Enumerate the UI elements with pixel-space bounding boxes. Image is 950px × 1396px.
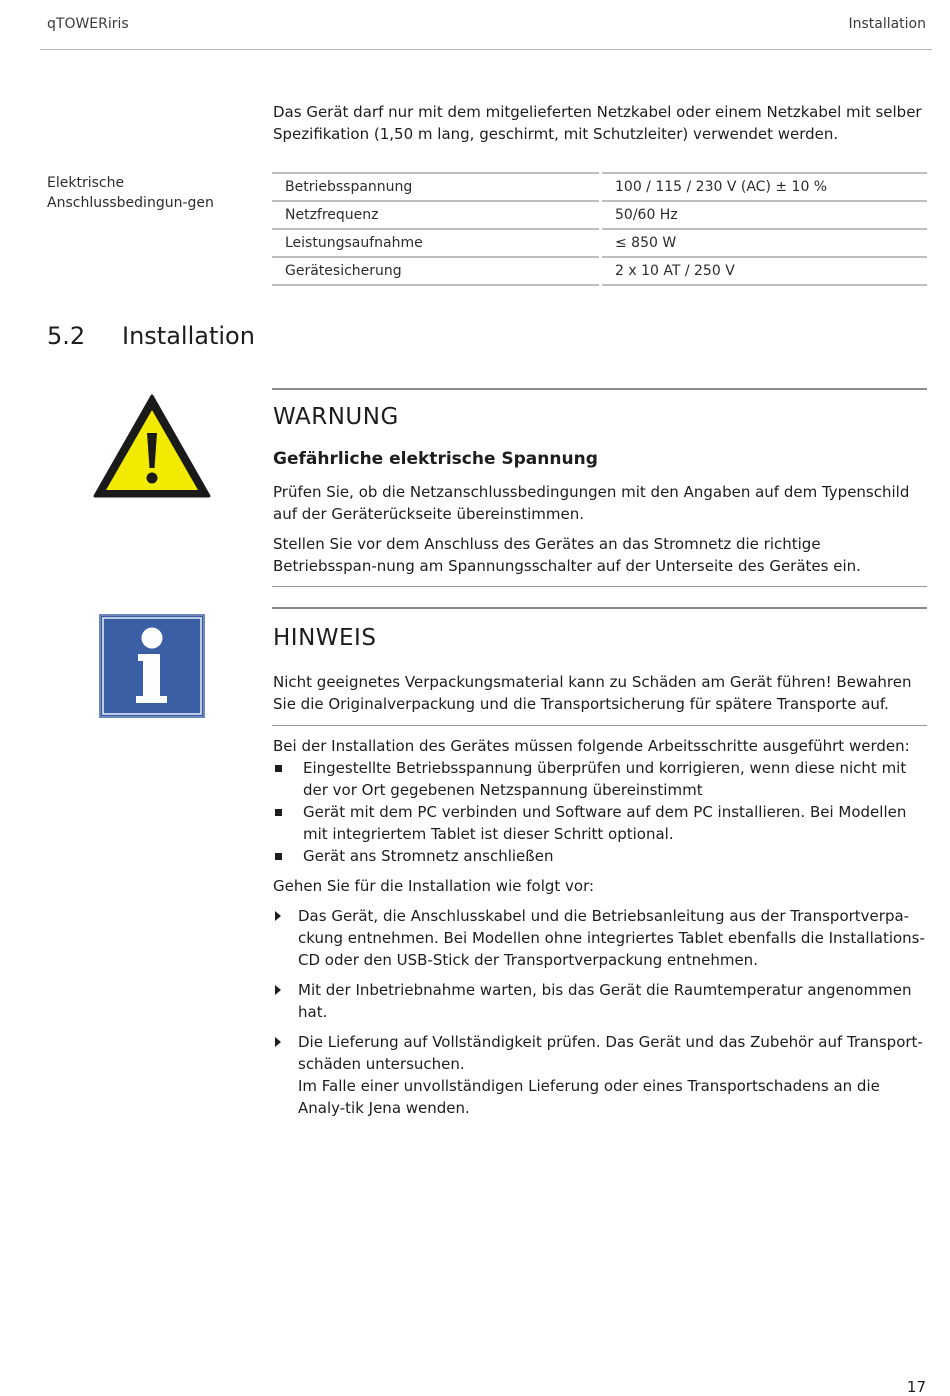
- warning-paragraph: Prüfen Sie, ob die Netzanschlussbedingungen mit den Angaben auf dem Typenschild auf der Geräterückseite übereinstimmen.: [273, 483, 910, 523]
- procedure-text: Mit der Inbetriebnahme warten, bis das Gerät die Raumtemperatur angenommen hat.: [298, 981, 912, 1021]
- list-item: [273, 1031, 928, 1119]
- installation-steps: [273, 735, 928, 1127]
- intro-paragraph: Das Gerät darf nur mit dem mitgelieferten Netzkabel oder einem Netzkabel mit selber Spezifikation (1,50 m lang, geschirmt, mit Schutzleiter) verwendet werden.: [273, 103, 922, 143]
- notice-title: HINWEIS: [273, 625, 377, 651]
- info-icon: [99, 614, 205, 718]
- procedure-note: Im Falle einer unvollständigen Lieferung oder eines Transportschadens an die Analy-tik Jena wenden.: [298, 1077, 880, 1117]
- notice-text: Nicht geeignetes Verpackungsmaterial kann zu Schäden am Gerät führen! Bewahren Sie die Originalverpackung und die Transportsicherung für spätere Transporte auf.: [273, 673, 912, 713]
- procedure-text: Die Lieferung auf Vollständigkeit prüfen. Das Gerät und das Zubehör auf Transport-schäden untersuchen.: [298, 1033, 923, 1073]
- arrow-bullet-icon: [275, 911, 281, 921]
- page-number: 17: [906, 1378, 926, 1396]
- list-item: Gerät mit dem PC verbinden und Software auf dem PC installieren. Bei Modellen mit integriertem Tablet ist dieser Schritt optional.: [273, 801, 928, 845]
- list-item: [273, 905, 928, 971]
- spec-key: Betriebsspannung: [272, 173, 601, 201]
- steps-list: [273, 757, 928, 867]
- spec-label: Elektrische Anschlussbedingun-gen: [47, 175, 214, 211]
- section-heading: [47, 322, 255, 350]
- header-chapter: Installation: [848, 16, 926, 32]
- table-row: [272, 173, 927, 201]
- list-item: [273, 979, 928, 1023]
- list-item: Gerät ans Stromnetz anschließen: [273, 845, 928, 867]
- steps-intro: Bei der Installation des Gerätes müssen folgende Arbeitsschritte ausgeführt werden:: [273, 737, 910, 755]
- warning-paragraph: Stellen Sie vor dem Anschluss des Gerätes an das Stromnetz die richtige Betriebsspan-nung am Spannungsschalter auf der Unterseite des Gerätes ein.: [273, 535, 861, 575]
- notice-top-rule: [272, 607, 927, 609]
- header-divider: [40, 49, 932, 50]
- header-product: qTOWERiris: [47, 16, 129, 32]
- spec-value: 50/60 Hz: [601, 201, 928, 229]
- table-row: [272, 201, 927, 229]
- warning-bottom-rule: [272, 586, 927, 587]
- warning-body: [273, 481, 928, 577]
- section-number: 5.2: [47, 322, 86, 350]
- warning-subtitle: Gefährliche elektrische Spannung: [273, 449, 598, 469]
- spec-value: 100 / 115 / 230 V (AC) ± 10 %: [601, 173, 928, 201]
- arrow-bullet-icon: [275, 985, 281, 995]
- spec-value: ≤ 850 W: [601, 229, 928, 257]
- spec-value: 2 x 10 AT / 250 V: [601, 257, 928, 285]
- notice-bottom-rule: [272, 725, 927, 726]
- table-row: [272, 229, 927, 257]
- list-item: Eingestellte Betriebsspannung überprüfen und korrigieren, wenn diese nicht mit der vor Ort gegebenen Netzspannung übereinstimmt: [273, 757, 928, 801]
- spec-key: Gerätesicherung: [272, 257, 601, 285]
- warning-top-rule: [272, 388, 927, 390]
- arrow-bullet-icon: [275, 1037, 281, 1047]
- spec-table: [272, 172, 927, 286]
- warning-triangle-icon: [92, 393, 212, 499]
- warning-title: WARNUNG: [273, 404, 399, 430]
- spec-key: Leistungsaufnahme: [272, 229, 601, 257]
- procedure-intro: Gehen Sie für die Installation wie folgt vor:: [273, 877, 595, 895]
- table-row: [272, 257, 927, 285]
- procedure-list: [273, 905, 928, 1119]
- spec-key: Netzfrequenz: [272, 201, 601, 229]
- procedure-text: Das Gerät, die Anschlusskabel und die Betriebsanleitung aus der Transportverpa-ckung entnehmen. Bei Modellen ohne integriertes Tablet ebenfalls die Installations-CD oder den USB-Stick der Transportverpackung entnehmen.: [298, 907, 925, 969]
- section-title: Installation: [122, 322, 255, 350]
